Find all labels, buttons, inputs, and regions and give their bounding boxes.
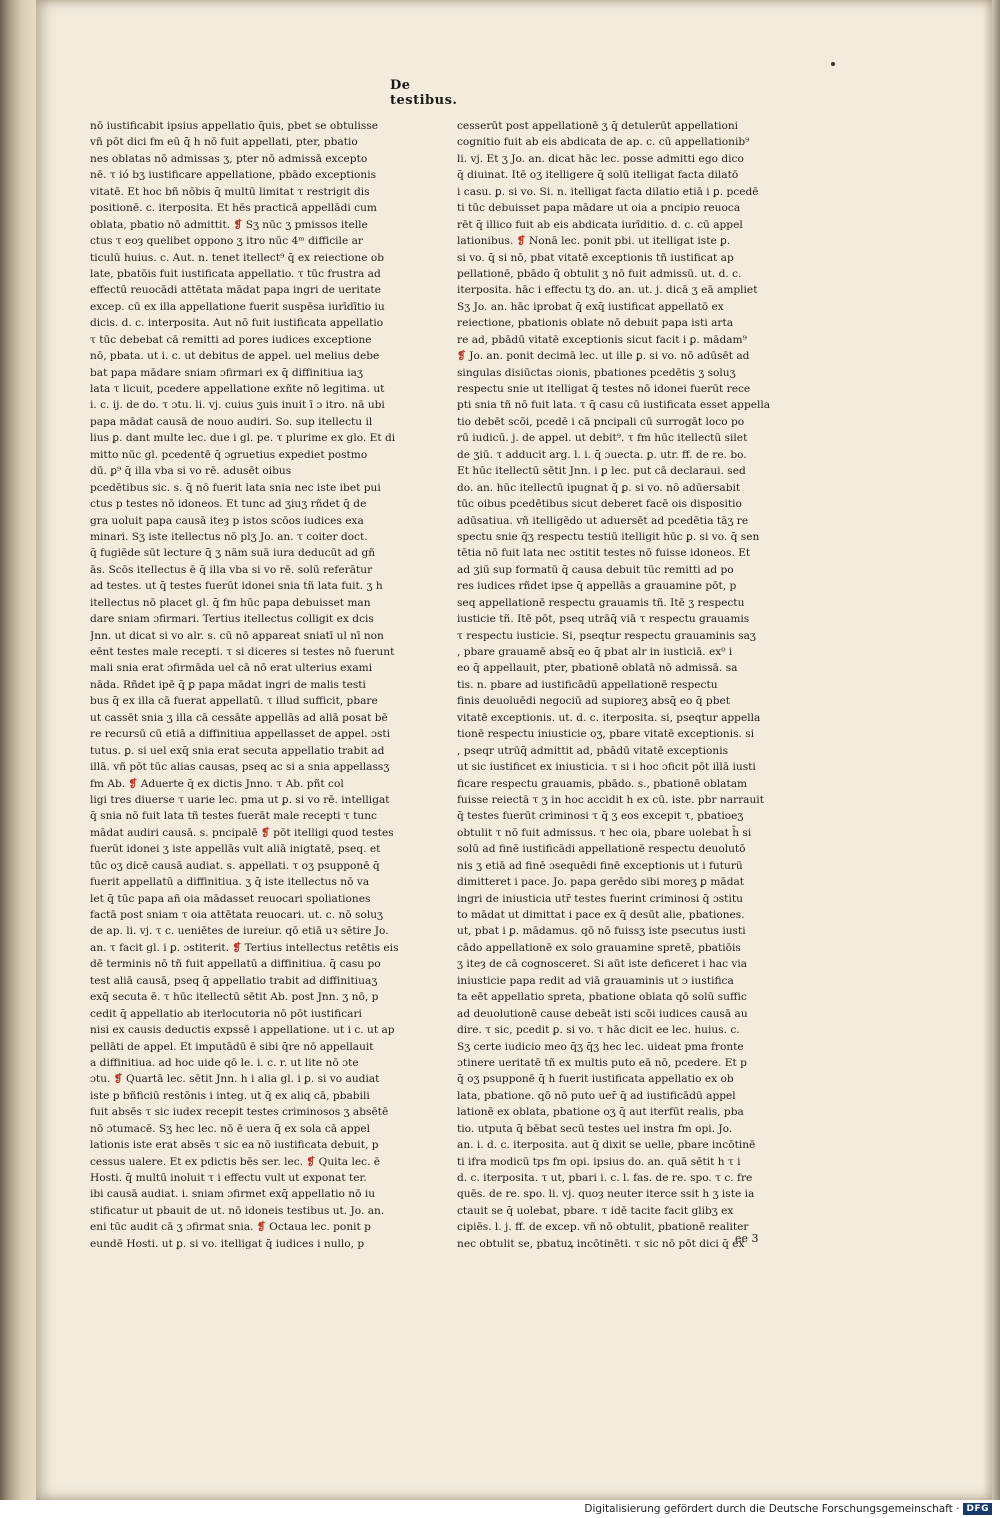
text-line: stificatur ut pbauit de ut. nō idoneis testibus ut. Jo. an. (90, 1204, 385, 1217)
text-line: tis. n. pbare ad iustificādū appellationē respectu (457, 678, 718, 691)
paragraph-mark: ❡ (306, 1155, 316, 1168)
text-line: mitto nūc gl. pcedentē q̄ ɔgruetius expediet postmo (90, 448, 368, 461)
text-line: rū iudicū. j. de appel. ut debit⁹. τ fm hūc itellectū silet (457, 432, 748, 445)
text-line: an. i. d. c. iterposita. aut q̄ dixit se uelle, pbare incōtinē (457, 1139, 756, 1152)
text-line: cesserūt post appellationē ʒ q̄ detulerūt appellationi (457, 120, 739, 132)
text-line: tētia nō fuit lata nec ɔstitit testes nō fuisse idoneos. Et (457, 547, 751, 560)
text-line: nō, pbata. ut i. c. ut debitus de appel. uel melius debe (90, 350, 380, 363)
text-line: bat papa mādare sniam ɔfirmari ex q̄ diffinitiua iaʒ (90, 366, 363, 379)
text-line: re ad, pbādū vitatē exceptionis sicut facit i ꝑ. mādam⁹ (457, 333, 747, 346)
paragraph-mark: ❡ (261, 826, 270, 839)
text-line: dare sniam ɔfirmari. Tertius itellectus colligit ex dcis (90, 613, 374, 626)
text-line: lius ꝑ. dant multe lec. due i gl. pe. τ plurime ex glo. Et di (90, 432, 396, 445)
text-line: pcedētibus sic. s. q̄ nō fuerit lata snia nec iste ibet pui (90, 481, 381, 494)
text-line: fm Ab. ❡ Aduerte q̄ ex dictis Jnno. τ Ab. pñt col (90, 777, 344, 790)
text-line: ctauit se q̄ uolebat, pbare. τ idē tacite facit glibʒ ex (457, 1204, 734, 1217)
text-line: fuerūt idonei ʒ iste appellās vult aliā inigtatē, pseq. et (90, 843, 381, 856)
text-line: eundē Hosti. ut ꝑ. si vo. itelligat q̄ iudices i nullo, p (90, 1237, 365, 1250)
text-line: nē. τ ió bʒ iustificare appellatione, pbādo exceptionis (90, 169, 377, 182)
text-line: respectu snie ut itelligat q̄ testes nō idonei fuerūt rece (457, 383, 751, 395)
text-column-right (457, 118, 779, 1252)
text-line: vitatē exceptionis. ut. d. c. iterposita. si, pseqtur appella (457, 711, 761, 724)
book-binding (0, 0, 36, 1500)
text-line: nō iustificabit ipsius appellatio q̄uis, pbet se obtulisse (90, 120, 379, 132)
text-line: re recursū cū etiā a diffinitiua appellasset de appel. ɔsti (90, 728, 391, 741)
text-line: spectu snie q̄ʒ respectu testiū itelligit hūc ꝑ. si vo. q̄ sen (457, 530, 760, 543)
text-line: cādo appellationē ex solo grauamine spretē, pbatiōis (457, 941, 741, 954)
text-line: to mādat ut dimittat i pace ex q̄ desūt alie, pbationes. (457, 909, 745, 921)
text-line: τ tūc debebat cā remitti ad pores iudices exceptione (90, 333, 372, 346)
paragraph-mark: ❡ (232, 941, 242, 954)
text-line: ti tūc debuisset papa mādare ut oia a pncipio reuoca (457, 202, 741, 215)
text-line: lationē ex oblata, pbatione oʒ q̄ aut iterfūt realis, pba (457, 1106, 744, 1119)
text-line: dimitteret i pace. Jo. papa gerēdo sibi moreʒ ꝑ mādat (457, 876, 745, 889)
text-line: itellectus nō placet gl. q̄ fm hūc papa debuisset man (90, 596, 371, 609)
text-line: solū ad finē iustificādi appellationē respectu deuolutō (457, 843, 746, 856)
text-line: test aliā causā, pseq q̄ appellatio trabit ad diffinitiuaʒ (90, 974, 378, 987)
text-line: de ap. li. vj. τ c. ueniētes de iureiur. qō etiā uꝛ sētire Jo. (90, 925, 389, 938)
text-line: bus q̄ ex illa cā fuerat appellatū. τ illud sufficit, pbare (90, 695, 378, 708)
text-line: tio. utputa q̄ bēbat secū testes uel instra fm opi. Jo. (457, 1122, 733, 1135)
text-line: gra uoluit papa causā iteȝ p istos scōos iudices exa (90, 514, 364, 527)
paragraph-mark: ❡ (516, 235, 526, 248)
text-line: dicis. d. c. interposita. Aut nō fuit iustificata appellatio (90, 317, 384, 330)
text-line: adūsatiua. vñ itelligēdo ut aduersēt ad pcedētia tāʒ re (457, 514, 749, 527)
text-column-left (90, 118, 412, 1252)
paragraph-mark: ❡ (457, 350, 466, 363)
text-line: ɔtinere ueritatē tñ ex multis puto eā nō, pcedere. Et p (457, 1056, 747, 1069)
footer-bar (0, 1500, 1000, 1518)
text-line: q̄ snia nō fuit lata tñ testes fuerāt male recepti τ tunc (90, 810, 377, 823)
signature-mark: ee 3 (735, 1232, 759, 1245)
text-line: ās. Scōs itellectus ē q̄ illa vba si vo rē. solū referātur (90, 563, 373, 576)
text-line: vitatē. Et hoc bñ nōbis q̄ multū limitat τ restrigit dis (90, 185, 370, 198)
text-line: nō ɔtumacē. Sʒ hec lec. nō ē uera q̄ ex sola cā appel (90, 1122, 371, 1135)
dfg-logo[interactable]: DFG (963, 1503, 992, 1515)
text-line: ut cassēt snia ʒ illa cā cessāte appellās ad aliā posat bē (90, 711, 388, 724)
text-line: quēs. de re. spo. li. vj. quoȝ neuter iterce ssit h ʒ iste ia (457, 1188, 755, 1201)
text-line: de ʒiū. τ adducit arg. l. i. q̄ ɔuecta. ꝑ. utr. ff. de re. bo. (457, 448, 747, 461)
text-line: factā post sniam τ oia attētata reuocari. ut. c. nō soluʒ (90, 909, 384, 921)
text-line: illā. vñ pōt tūc alias causas, pseq ac si a snia appellassʒ (90, 761, 390, 774)
text-line: nisi ex causis deductis expssē i appellatione. ut i c. ut ap (90, 1024, 395, 1037)
text-line: exq̄ secuta ē. τ hūc itellectū sētit Ab. post Jnn. ʒ nō, p (90, 991, 379, 1004)
text-line: q̄ oʒ psupponē q̄ h fuerit iustificata appellatio ex ob (457, 1073, 734, 1086)
text-line: nec obtulit se, pbatuꝝ incōtinēti. τ sic nō pōt dici q̄ ex (457, 1237, 745, 1250)
text-line: do. an. hūc itellectū ipugnat q̄ ꝑ. si vo. nō adūersabit (457, 481, 741, 494)
text-line: ut, pbat i ꝑ. mādamus. qō nō fuissʒ iste psecutus iusti (457, 925, 746, 938)
text-line: papa mādat causā de nouo audiri. So. sup itellectu il (90, 415, 373, 428)
text-line: positionē. c. iterposita. Et hēs practicā appellādi cum (90, 202, 377, 215)
text-line: Et hūc itellectū sētit Jnn. i ꝑ lec. put cā declaraui. sed (457, 465, 746, 478)
text-line: let q̄ tūc papa añ oia mādasset reuocari spoliationes (90, 892, 371, 905)
footer-credit: Digitalisierung gefördert durch die Deutsche Forschungsgemeinschaft · (584, 1503, 960, 1515)
text-line: fuisse reiectā τ ʒ in hoc accidit h ex cū. iste. pbr narrauit (457, 793, 764, 806)
text-line: ʒ iteȝ de cā cognosceret. Si aūt iste deficeret i hac via (457, 958, 748, 971)
text-line: pellāti de appel. Et imputādū ē sibi q̄re nō appellauit (90, 1040, 374, 1053)
text-line: nis ʒ etiā ad finē ɔsequēdi finē exceptionis ut i futurū (457, 859, 743, 872)
text-line: oblata, pbatio nō admittit. ❡ Sʒ nūc ʒ pmissos itelle (90, 218, 368, 231)
text-line: li. vj. Et ʒ Jo. an. dicat hāc lec. posse admitti ego dico (457, 152, 744, 165)
text-line: cognitio fuit ab eis abdicata de ap. c. cū appellationib⁹ (457, 136, 750, 149)
text-line: i casu. ꝑ. si vo. Si. n. itelligat facta dilatio etiā i ꝑ. pcedē (457, 185, 759, 198)
text-line: fuit absēs τ sic iudex recepit testes criminosos ʒ absētē (90, 1106, 389, 1119)
text-line: tio debēt scōi, pcedē i cā pncipali cū surrogāt loco po (457, 415, 745, 428)
text-line: q̄ diuinat. Itē oʒ itelligere q̄ solū itelligat facta dilatō (457, 169, 739, 182)
text-line: , pseqr utrūq̄ admittit ad, pbādū vitatē exceptionis (457, 744, 729, 757)
text-line: effectū reuocādi attētata mādat papa ingri de ueritate (90, 284, 381, 297)
text-line: τ respectu iusticie. Si, pseqtur respectu grauaminis saʒ (457, 629, 756, 642)
text-line: lationibus. ❡ Nonā lec. ponit pbi. ut itelligat iste ꝑ. (457, 235, 731, 248)
text-line: Jnn. ut dicat si vo alr. s. cū nō appareat sniatī ul nī non (90, 629, 384, 642)
text-line: iniusticie papa redit ad viā grauaminis ut ɔ iustifica (457, 974, 734, 987)
text-line: ticulū huius. c. Aut. n. tenet itellect⁹ q̄ ex reiectione ob (90, 251, 385, 264)
text-line: nes oblatas nō admissas ʒ, pter nō admissā excepto (90, 152, 368, 165)
text-line: mali snia erat ɔfirmāda uel cā nō erat ulterius exami (90, 662, 373, 675)
text-line: cedit q̄ appellatio ab iterlocutoria nō pōt iustificari (90, 1007, 362, 1020)
paragraph-mark: ❡ (113, 1073, 123, 1086)
text-line: si vo. q̄ si nō, pbat vitatē exceptionis tñ iustificat ap (457, 251, 734, 264)
running-header: De testibus. (390, 78, 458, 108)
text-line: tionē respectu iniusticie oʒ, pbare vitatē exceptionis. si (457, 728, 755, 741)
text-line: ❡ Jo. an. ponit decimā lec. ut ille ꝑ. si vo. nō adūsēt ad (457, 350, 750, 363)
text-line: ctus τ eoȝ quelibet oppono ʒ itro nūc 4ᵐ difficile ar (90, 235, 363, 248)
text-line: dire. τ sic, pcedit ꝑ. si vo. τ hāc dicit ee lec. huius. c. (457, 1024, 740, 1037)
text-line: Sʒ certe iudicio meo q̄ʒ q̄ʒ hec lec. uideat pma fronte (457, 1040, 744, 1053)
text-line: excep. cū ex illa appellatione fuerit suspēsa iurīdītio iu (90, 300, 385, 313)
text-line: finis deuoluēdi negociū ad supioreʒ absq̄ eo q̄ pbet (457, 695, 731, 708)
text-line: a diffinitiua. ad hoc uide qō le. i. c. r. ut lite nō ɔte (90, 1056, 359, 1069)
text-line: mādat audiri causā. s. pncipalē ❡ pōt itelligi quod testes (90, 826, 394, 839)
text-line: seq appellationē respectu grauamis tñ. Itē ʒ respectu (457, 596, 745, 609)
text-line: tutus. ꝑ. si uel exq̄ snia erat secuta appellatio trabit ad (90, 744, 385, 757)
text-line: Hosti. q̄ multū inoluit τ i effectu vult ut exponat ter. (90, 1172, 367, 1184)
text-line: Sʒ Jo. an. hāc iprobat q̄ exq̄ iustificat appellatō ex (457, 300, 724, 313)
text-line: iste p bñficiū restōnis i integ. ut q̄ ex aliq cā, pbabili (90, 1089, 370, 1102)
text-line: ut sic iustificet ex iniusticia. τ si i hoc ɔficit pōt illā iusti (457, 761, 756, 774)
text-line: ti ifra modicū tps fm opi. ipsius do. an. quā sētit h τ i (457, 1155, 741, 1168)
text-line: iterposita. hāc i effectu tʒ do. an. ut. j. dicā ʒ eā ampliet (457, 284, 758, 297)
paragraph-mark: ❡ (128, 777, 138, 790)
ink-spot (831, 62, 835, 66)
text-line: reiectione, pbationis oblate nō debuit papa isti arta (457, 317, 734, 330)
paragraph-mark: ❡ (256, 1221, 266, 1234)
text-line: eēnt testes male recepti. τ si diceres si testes nō fuerunt (90, 646, 395, 658)
text-line: iusticie tñ. Itē pōt, pseq utrāq̄ viā τ respectu grauamis (457, 613, 750, 626)
text-line: lata, pbatione. qō nō puto uer̄ q̄ ad iustificādū appel (457, 1089, 736, 1102)
text-line: i. c. ij. de do. τ ɔtu. li. vj. cuius ʒuis inuit ī ɔ itro. nā ubi (90, 399, 385, 412)
text-line: ɔtu. ❡ Quartā lec. sētit Jnn. h i alia gl. i ꝑ. si vo audiat (90, 1073, 380, 1086)
text-line: q̄ testes fuerūt criminosi τ q̄ ʒ eos excepit τ, pbatioeʒ (457, 810, 744, 823)
text-line: minari. Sʒ iste itellectus nō plʒ Jo. an. τ coiter doct. (90, 530, 368, 543)
text-line: dē terminis nō tñ fuit appellatū a diffinitiua. q̄ casu po (90, 958, 381, 971)
text-line: eni tūc audit cā ʒ ɔfirmat snia. ❡ Octaua lec. ponit p (90, 1221, 371, 1234)
text-line: lationis iste erat absēs τ sic ea nō iustificata debuit, p (90, 1139, 379, 1152)
text-line: dū. ꝑ⁹ q̄ illa vba si vo rē. adusēt oibus (90, 465, 292, 478)
text-line: tūc oʒ dicē causā audiat. s. appellati. τ oʒ psupponē q̄ (90, 859, 380, 872)
text-line: res iudices rñdet ipse q̄ appellās a grauamine pōt, p (457, 580, 737, 593)
text-line: pellationē, pbādo q̄ obtulit ʒ nō fuit admissū. ut. d. c. (457, 267, 742, 280)
text-line: late, pbatōis fuit iustificata appellatio. τ tūc frustra ad (90, 267, 381, 280)
text-line: fuerit appellatū a diffinitiua. ʒ q̄ iste itellectus nō va (90, 876, 370, 889)
text-line: vñ pōt dici fm eū q̄ h nō fuit appellati, pter, pbatio (90, 136, 358, 149)
text-line: ibi causā audiat. i. sniam ɔfirmet exq̄ appellatio nō iu (90, 1188, 376, 1201)
text-line: nāda. Rñdet ipē q̄ ꝑ papa mādat ingri de malis testi (90, 678, 366, 691)
text-line: cipiēs. l. j. ff. de excep. vñ nō obtulit, pbationē realiter (457, 1221, 749, 1234)
text-line: singulas disiūctas ɔionis, pbationes pcedētis ʒ soluʒ (457, 366, 736, 379)
text-line: d. c. iterposita. τ ut, pbari i. c. l. fas. de re. spo. τ c. fre (457, 1172, 753, 1184)
text-line: cessus ualere. Et ex pdictis bēs ser. lec. ❡ Quita lec. ē (90, 1155, 381, 1168)
text-line: ligi tres diuerse τ uarie lec. pma ut ꝑ. si vo rē. intelligat (90, 793, 390, 806)
text-line: ta eēt appellatio spreta, pbatione oblata qō solū suffic (457, 991, 747, 1004)
text-line: ctus p testes nō idoneos. Et tunc ad ʒiuʒ rñdet q̄ de (90, 498, 367, 511)
text-line: , pbare grauamē absq̄ eo q̄ pbat alr in iusticiā. ex⁰ i (457, 646, 733, 658)
text-line: q̄ fugiēde sūt lecture q̄ ʒ nām suā iura deducūt ad gñ (90, 547, 376, 560)
text-line: ad testes. ut q̄ testes fuerūt idonei snia tñ lata fuit. ʒ h (90, 580, 383, 593)
text-line: ad deuolutionē cause debeāt isti scōi iudices causā au (457, 1007, 748, 1020)
text-line: eo q̄ appellauit, pter, pbationē oblatā nō admissā. sa (457, 662, 738, 675)
text-line: ingri de iniusticia utr̄ testes fuerint criminosi q̄ ɔstitu (457, 892, 743, 905)
text-line: lata τ licuit, pcedere appellatione exñte nō legitima. ut (90, 383, 385, 395)
text-line: an. τ facit gl. i ꝑ. ɔstiterit. ❡ Tertius intellectus retētis eis (90, 941, 399, 954)
text-line: ficare respectu grauamis, pbādo. s., pbationē oblatam (457, 777, 748, 790)
paragraph-mark: ❡ (233, 218, 243, 231)
page-edge (992, 0, 1000, 1500)
text-line: ad ʒiū sup formatū q̄ causa debuit tūc remitti ad po (457, 563, 734, 576)
text-line: obtulit τ nō fuit admissus. τ hec oia, pbare uolebat h̄ si (457, 826, 752, 839)
text-line: tūc oibus pcedētibus sicut deberet facē ois dispositio (457, 498, 742, 511)
text-line: pti snia tñ nō fuit lata. τ q̄ casu cū iustificata esset appella (457, 399, 771, 412)
text-line: rēt q̄ illico fuit ab eis abdicata iurīditio. d. c. cū appel (457, 218, 743, 231)
